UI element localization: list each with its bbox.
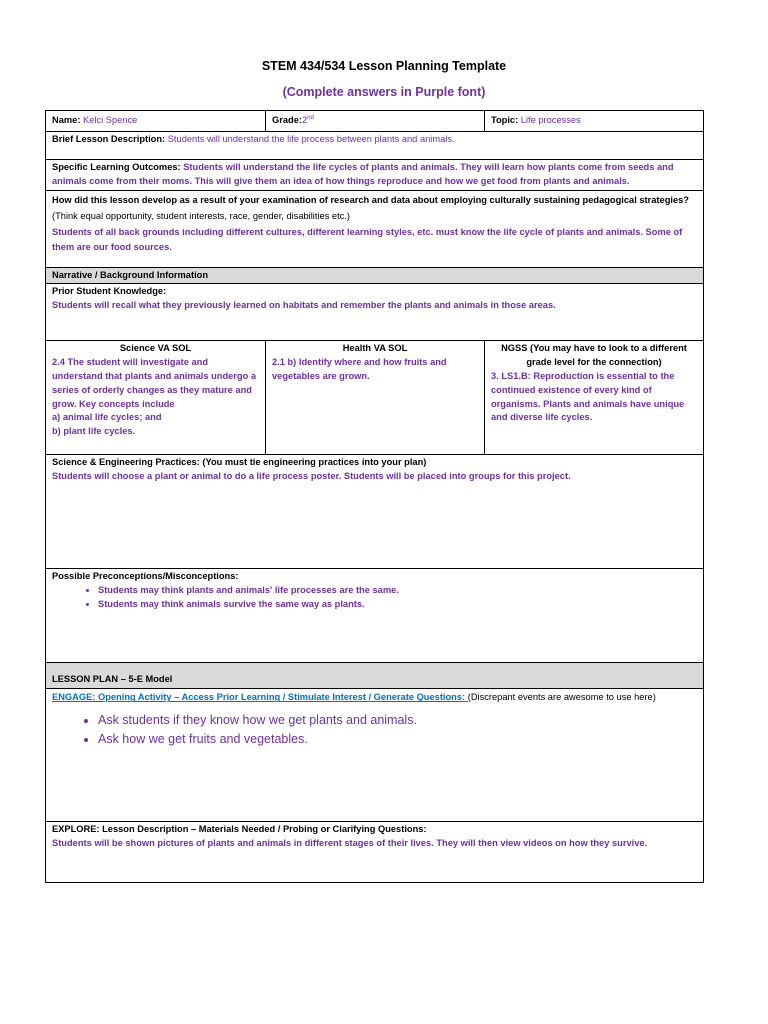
outcomes-cell	[46, 160, 704, 191]
misconceptions-cell	[46, 569, 704, 663]
narrative-heading: Narrative / Background Information	[46, 267, 704, 284]
ngss-cell	[485, 341, 704, 455]
narrative-heading-row	[46, 267, 704, 284]
engage-list	[52, 711, 697, 749]
health-sol-cell	[266, 341, 485, 455]
brief-label: Brief Lesson Description:	[52, 134, 166, 144]
misconceptions-label: Possible Preconceptions/Misconceptions:	[52, 571, 239, 582]
culture-cell	[46, 190, 704, 267]
name-cell	[46, 111, 266, 132]
prior-cell	[46, 284, 704, 341]
outcomes-label: Specific Learning Outcomes:	[52, 162, 181, 172]
engage-item: • Ask students if they know how we get plants and animals.	[98, 711, 697, 730]
prior-label: Prior Student Knowledge:	[52, 286, 167, 297]
culture-hint: (Think equal opportunity, student interests, race, gender, disabilities etc.)	[52, 210, 351, 221]
explore-row	[46, 822, 704, 883]
grade-value: 2	[301, 115, 308, 126]
grade-suffix: nd	[307, 115, 314, 121]
prior-value: Students will recall what they previously learned on habitats and remember the plants and animals in those areas.	[52, 300, 556, 311]
topic-label: Topic:	[491, 115, 519, 126]
culture-question: How did this lesson develop as a result of your examination of research and data about employing culturally sustaining pedagogical strategies?	[52, 194, 689, 205]
explore-value: Students will be shown pictures of plants and animals in different stages of their lives. They will then view videos on how they survive.	[52, 838, 648, 849]
health-sol-text: 2.1 b) Identify where and how fruits and vegetables are grown.	[272, 357, 447, 381]
misconception-item: • Students may think animals survive the same way as plants.	[98, 598, 697, 612]
page-subtitle: (Complete answers in Purple font)	[282, 85, 486, 99]
ngss-text: 3. LS1.B: Reproduction is essential to the continued existence of every kind of organisms. Plants and animals have unique and diverse life cycles.	[491, 370, 685, 423]
topic-cell	[485, 111, 704, 132]
lesson-plan-heading: LESSON PLAN – 5-E Model	[46, 663, 704, 689]
brief-cell	[46, 132, 704, 160]
culture-answer: Students of all back grounds including different cultures, different learning styles, etc. must know the life cycle of plants and animals. Some of them are our food sources.	[52, 226, 683, 252]
engage-note: (Discrepant events are awesome to use here)	[467, 692, 656, 703]
misconception-item: • Students may think plants and animals' life processes are the same.	[98, 584, 697, 598]
name-label: Name:	[52, 115, 81, 126]
engage-row	[46, 689, 704, 822]
engineering-value: Students will choose a plant or animal to do a life process poster. Students will be placed into groups for this project.	[52, 471, 571, 482]
name-value: Kelci Spence	[83, 115, 138, 126]
page-title: STEM 434/534 Lesson Planning Template	[261, 59, 507, 73]
science-sol-cell	[46, 341, 266, 455]
brief-row	[46, 132, 704, 160]
health-sol-heading: Health VA SOL	[342, 343, 408, 354]
engage-item: • Ask how we get fruits and vegetables.	[98, 730, 697, 749]
prior-row	[46, 284, 704, 341]
misconceptions-row	[46, 569, 704, 663]
info-row	[46, 111, 704, 132]
misconceptions-list	[52, 584, 697, 612]
engage-cell	[46, 689, 704, 822]
science-sol-heading: Science VA SOL	[119, 343, 192, 354]
science-sol-text: 2.4 The student will investigate and understand that plants and animals undergo a series of orderly changes as they mature and grow. Key concepts include	[52, 357, 257, 409]
explore-label: EXPLORE: Lesson Description – Materials Needed / Probing or Clarifying Questions:	[52, 824, 427, 835]
engineering-cell	[46, 455, 704, 569]
engineering-label: Science & Engineering Practices: (You must tie engineering practices into your plan)	[52, 457, 427, 468]
culture-row	[46, 190, 704, 267]
outcomes-value: Students will understand the life cycles of plants and animals. They will learn how plants come from seeds and animals come from their moms. This will give them an idea of how things reproduce and how we get food from plants and animals.	[52, 162, 674, 186]
engage-link[interactable]: ENGAGE: Opening Activity – Access Prior Learning / Stimulate Interest / Generate Questions:	[52, 692, 468, 703]
lesson-plan-form	[45, 110, 704, 883]
science-sol-item-a: a) animal life cycles; and	[52, 412, 162, 423]
ngss-heading: NGSS (You may have to look to a different grade level for the connection)	[501, 343, 687, 368]
engineering-row	[46, 455, 704, 569]
outcomes-row	[46, 160, 704, 191]
grade-label: Grade:	[272, 115, 302, 126]
brief-value: Students will understand the life process between plants and animals.	[167, 134, 455, 144]
topic-value: Life processes	[520, 115, 581, 126]
explore-cell	[46, 822, 704, 883]
science-sol-item-b: b) plant life cycles.	[52, 426, 136, 437]
grade-cell	[266, 111, 485, 132]
lesson-plan-heading-row	[46, 663, 704, 689]
standards-row	[46, 341, 704, 455]
